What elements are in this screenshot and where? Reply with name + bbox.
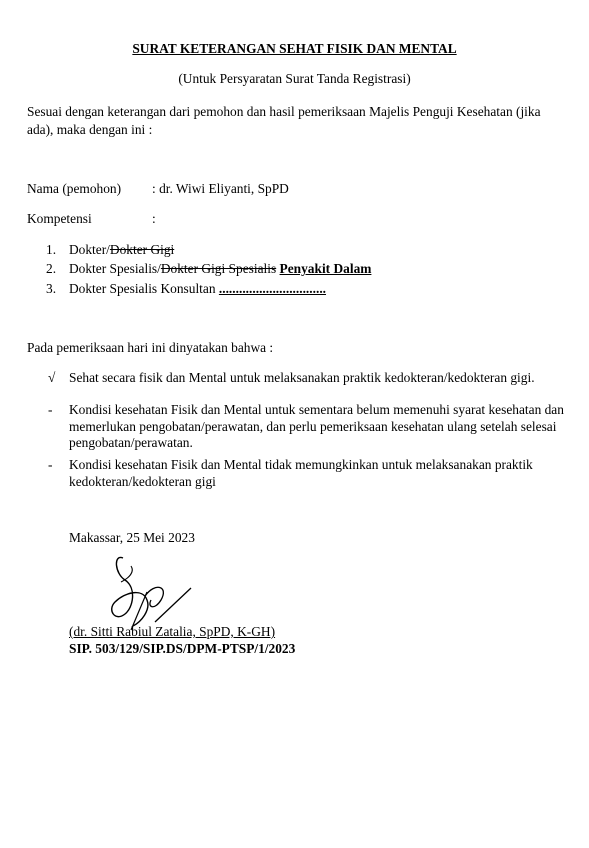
competency-prefix: Dokter/ bbox=[69, 242, 110, 257]
competency-prefix: Dokter Spesialis/ bbox=[69, 261, 161, 276]
intro-paragraph: Sesuai dengan keterangan dari pemohon dan hasil pemeriksaan Majelis Penguji Kesehatan (jika ada), maka dengan ini : bbox=[27, 104, 541, 137]
name-value: : dr. Wiwi Eliyanti, SpPD bbox=[152, 181, 289, 196]
competency-item bbox=[46, 242, 56, 258]
document-subtitle: (Untuk Persyaratan Surat Tanda Registrasi) bbox=[178, 71, 411, 86]
competence-colon: : bbox=[152, 211, 156, 226]
dash-marker: - bbox=[48, 457, 53, 472]
competence-label: Kompetensi bbox=[27, 211, 92, 226]
dash-marker: - bbox=[48, 402, 53, 417]
competency-prefix: Dokter Spesialis Konsultan bbox=[69, 281, 219, 296]
competency-item-text bbox=[69, 242, 174, 258]
signatory-name: (dr. Sitti Rabiul Zatalia, SpPD, K-GH) bbox=[69, 624, 276, 639]
competency-number: 2. bbox=[46, 261, 57, 276]
competency-item bbox=[46, 261, 56, 277]
competency-item-text bbox=[69, 281, 326, 297]
finding-text: Sehat secara fisik dan Mental untuk melaksanakan praktik kedokteran/kedokteran gigi. bbox=[69, 370, 535, 385]
competency-item-text bbox=[69, 261, 371, 277]
competency-struck: Dokter Gigi Spesialis bbox=[160, 261, 277, 276]
competency-consultant-blank: ................................ bbox=[218, 281, 327, 296]
place-date: Makassar, 25 Mei 2023 bbox=[69, 530, 195, 545]
license-number: SIP. 503/129/SIP.DS/DPM-PTSP/1/2023 bbox=[69, 641, 296, 656]
competency-struck: Dokter Gigi bbox=[109, 242, 175, 257]
finding-text: Kondisi kesehatan Fisik dan Mental untuk sementara belum memenuhi syarat kesehatan dan memerlukan pengobatan/perawatan, dan perlu pemeriksaan kesehatan ulang setelah selesai pengobatan/perawatan. bbox=[69, 402, 564, 450]
competency-specialty: Penyakit Dalam bbox=[279, 261, 372, 276]
competency-item bbox=[46, 281, 56, 297]
check-mark-icon: √ bbox=[48, 370, 56, 385]
document-title: SURAT KETERANGAN SEHAT FISIK DAN MENTAL bbox=[132, 41, 457, 56]
finding-text: Kondisi kesehatan Fisik dan Mental tidak memungkinkan untuk melaksanakan praktik kedokteran/kedokteran gigi bbox=[69, 457, 533, 489]
competency-number: 1. bbox=[46, 242, 57, 257]
competency-number: 3. bbox=[46, 281, 57, 296]
name-label: Nama (pemohon) bbox=[27, 181, 122, 196]
findings-intro: Pada pemeriksaan hari ini dinyatakan bahwa : bbox=[27, 340, 274, 355]
